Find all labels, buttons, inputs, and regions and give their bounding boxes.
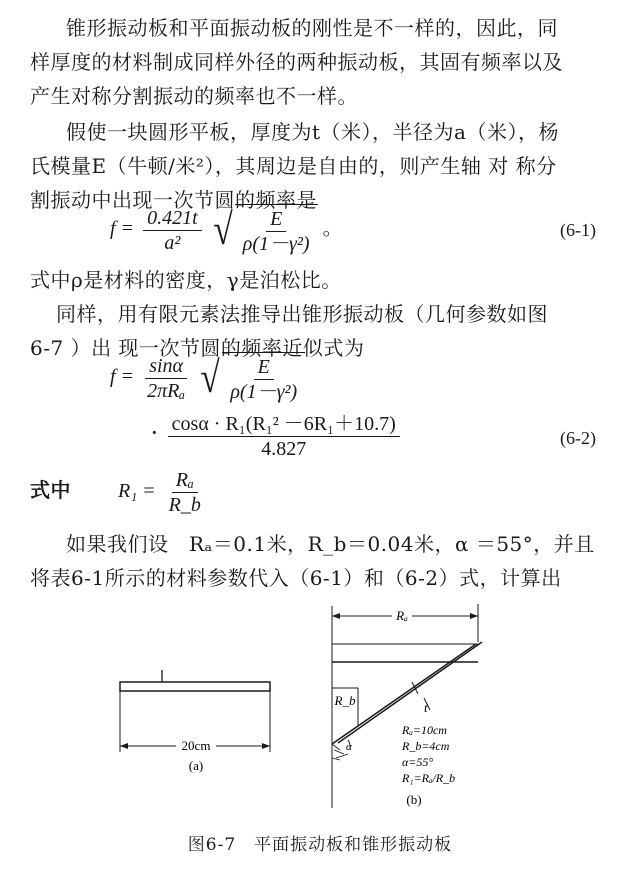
eq1-numerator: 0.421t	[143, 206, 202, 231]
figure-b-ra-label: Rₐ	[396, 608, 408, 623]
eq1-root-denominator: ρ(1－γ²)	[242, 233, 310, 255]
equation-6-1	[110, 204, 343, 256]
eq1-explanation: 式中ρ是材料的密度，γ是泊松比。	[30, 268, 342, 292]
para1-line3: 产生对称分割振动的频率也不一样。	[30, 84, 358, 108]
r1-numerator: Rₐ	[172, 468, 198, 493]
eq2-sqrt: √ $\frac{E}{\text{ρ(1－γ²)}}$	[198, 352, 305, 404]
eq2-root-numerator: E	[254, 355, 274, 380]
figure-b-t-label: t	[424, 700, 428, 715]
figure-b-alpha: α	[346, 741, 352, 753]
figure-a-label: (a)	[188, 758, 204, 773]
equation-number-6-2: (6-2)	[560, 428, 596, 448]
eq1-fraction	[143, 206, 202, 255]
eq1-denominator: a²	[164, 231, 181, 254]
para4-line1: 如果我们设 Rₐ＝0.1米，R_b＝0.04米，α ＝55°，并且	[66, 532, 595, 556]
equation-number-6-1: (6-1)	[560, 220, 596, 240]
figure-b-param-ra: Rₐ=10cm	[402, 723, 447, 737]
where-label: 式中	[30, 478, 71, 502]
eq2-fraction	[143, 354, 189, 403]
para2-line1: 假使一块圆形平板，厚度为t（米），半径为a（米），杨	[66, 120, 559, 144]
figure-b-param-alpha: α=55°	[402, 755, 434, 769]
eq2-numerator2: cosα · R₁(R₁² －6R₁＋10.7)	[168, 412, 400, 437]
figure-caption: 图6-7 平面振动板和锥形振动板	[187, 835, 453, 855]
para3-line1: 同样，用有限元素法推导出锥形振动板（几何参数如图	[56, 302, 548, 326]
r1-definition	[118, 468, 209, 517]
figure-b-param-r1: R₁=Rₐ/R_b	[402, 771, 456, 785]
equation-6-2-part2	[150, 412, 404, 461]
eq1-lhs: f =	[110, 217, 135, 240]
eq2-dot: ·	[150, 418, 159, 448]
para1-line2: 样厚度的材料制成同样外径的两种振动板，其固有频率以及	[30, 50, 563, 74]
eq2-lhs: f =	[110, 365, 135, 388]
figure-b-param-rb: R_b=4cm	[402, 739, 450, 753]
para2-line3: 割振动中出现一次节圆的频率是	[30, 188, 317, 212]
r1-lhs: R₁ =	[118, 480, 156, 503]
eq2-root-denominator: ρ(1－γ²)	[230, 381, 298, 403]
figure-b-rb-label: R_b	[334, 693, 356, 708]
figure-a-dimension: 20cm	[181, 738, 211, 753]
eq1-tail: 。	[322, 217, 343, 240]
eq2-fraction2	[168, 412, 400, 461]
eq2-denominator: 2πRₐ	[147, 379, 186, 402]
para3-line2: 6-7 ）出 现一次节圆的频率近似式为	[30, 336, 365, 360]
r1-fraction	[165, 468, 205, 517]
equation-6-2-part1	[110, 352, 305, 404]
eq2-denominator2: 4.827	[261, 438, 307, 460]
para2-line2: 氏模量E（牛顿/米²），其周边是自由的，则产生轴 对 称分	[30, 154, 557, 178]
eq1-root-numerator: E	[266, 207, 286, 232]
figure-b-label: (b)	[406, 792, 422, 807]
para1-line1: 锥形振动板和平面振动板的刚性是不一样的，因此，同	[66, 16, 558, 40]
eq2-numerator: sinα	[145, 354, 187, 379]
figure-b-cone-plate	[318, 598, 508, 818]
r1-denominator: R_b	[168, 494, 201, 516]
figure-a-flat-plate	[110, 670, 280, 780]
eq1-sqrt: √ $\frac{E}{\text{ρ(1－γ²)}}$	[211, 204, 318, 256]
para4-line2: 将表6-1所示的材料参数代入（6-1）和（6-2）式，计算出	[30, 566, 562, 590]
